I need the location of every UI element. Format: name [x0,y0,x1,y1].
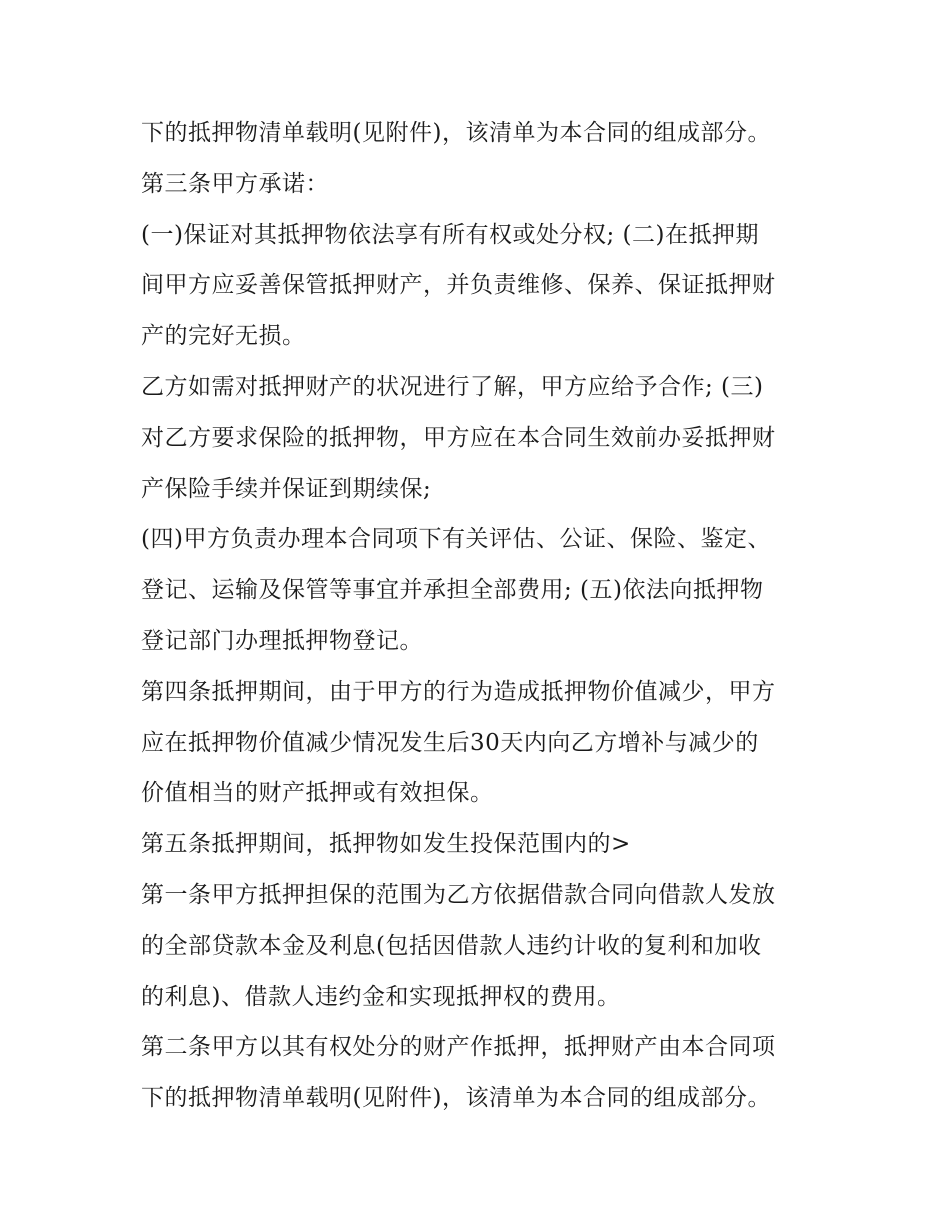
text-line: 产的完好无损。 [141,323,306,350]
text-line: 登记、运输及保管等事宜并承担全部费用; (五)依法向抵押物 [141,577,764,604]
text-line: 第四条抵押期间，由于甲方的行为造成抵押物价值减少，甲方 [141,678,776,705]
text-line: 产保险手续并保证到期续保; [141,475,432,502]
text-line: 间甲方应妥善保管抵押财产，并负责维修、保养、保证抵押财 [141,272,776,299]
text-line: 下的抵押物清单载明(见附件)，该清单为本合同的组成部分。 [141,120,771,146]
text-line: 乙方如需对抵押财产的状况进行了解，甲方应给予合作; (三) [141,373,764,400]
text-line: 对乙方要求保险的抵押物，甲方应在本合同生效前办妥抵押财 [141,424,776,451]
text-line: 的利息)、借款人违约金和实现抵押权的费用。 [141,983,621,1010]
text-line: 第一条甲方抵押担保的范围为乙方依据借款合同向借款人发放 [141,881,776,908]
text-line: 第三条甲方承诺： [141,170,329,197]
text-line: 的全部贷款本金及利息(包括因借款人违约计收的复利和加收 [141,932,762,959]
text-line: 第五条抵押期间，抵押物如发生投保范围内的> [141,831,631,858]
text-line: 下的抵押物清单载明(见附件)，该清单为本合同的组成部分。 [141,1085,771,1112]
text-line: 价值相当的财产抵押或有效担保。 [141,780,494,807]
text-line: 登记部门办理抵押物登记。 [141,627,423,654]
text-line: 第二条甲方以其有权处分的财产作抵押，抵押财产由本合同项 [141,1034,776,1061]
text-line: 应在抵押物价值减少情况发生后30天内向乙方增补与减少的 [141,729,759,756]
text-line: (四)甲方负责办理本合同项下有关评估、公证、保险、鉴定、 [141,526,771,553]
document-body [141,108,831,1124]
text-line: (一)保证对其抵押物依法享有所有权或处分权; (二)在抵押期 [141,221,759,248]
